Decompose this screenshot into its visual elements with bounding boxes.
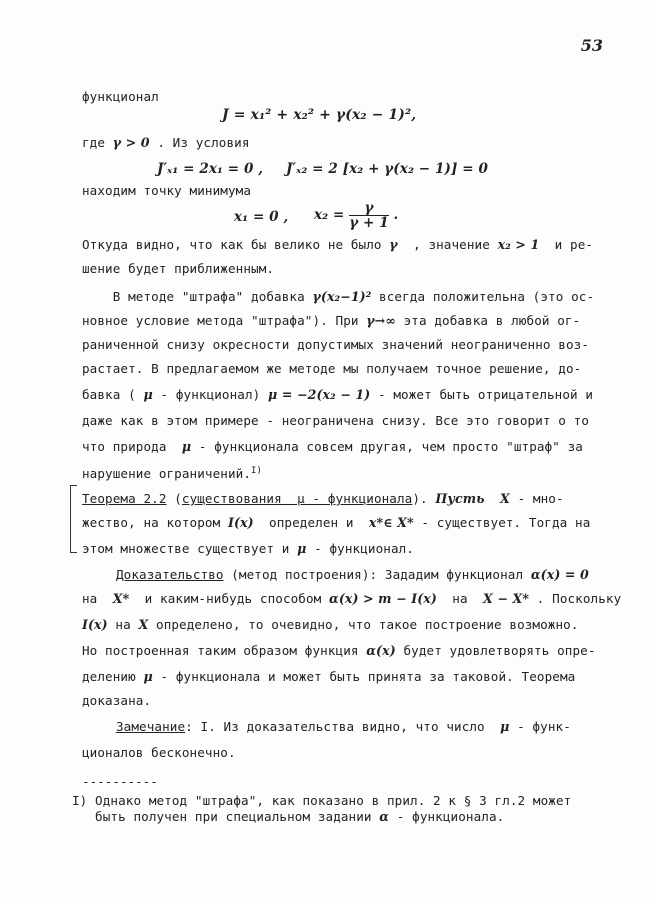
text-line: где γ > 0 . Из условия xyxy=(82,135,250,150)
theorem-bracket xyxy=(70,485,77,553)
text-line: новное условие метода "штрафа"). При γ→∞ эта добавка в любой ог- xyxy=(82,313,581,328)
formula-derivative-2: J′ₓ₂ = 2 [x₂ + γ(x₂ − 1)] = 0 xyxy=(286,161,488,177)
theorem-line: жество, на котором I(x) определен и x*∈ X* - существует. Тогда на xyxy=(82,515,591,530)
text-line: Откуда видно, что как бы велико не было γ , значение x₂ > 1 и ре- xyxy=(82,237,594,252)
page-number: 53 xyxy=(580,36,603,55)
text-line: бавка ( μ - функционал) μ = −2(x₂ − 1) - может быть отрицательной и xyxy=(82,387,594,402)
proof-line: Но построенная таким образом функция α(x) будет удовлетворять опре- xyxy=(82,643,596,658)
text-line: находим точку минимума xyxy=(82,183,252,198)
footnote-separator: ---------- xyxy=(82,774,158,789)
proof-line: делению μ - функционала и может быть принята за таковой. Теорема xyxy=(82,669,576,684)
theorem-line: Теорема 2.2 (существования μ - функционала). Пусть X - мно- xyxy=(82,491,564,506)
proof-line: на X* и каким-нибудь способом α(x) > m − I(x) на X − X* . Поскольку xyxy=(82,591,622,606)
footnote-ref: I) xyxy=(251,466,263,476)
formula-derivative-1: J′ₓ₁ = 2x₁ = 0 , xyxy=(157,161,264,177)
formula-functional: J = x₁² + x₂² + γ(x₂ − 1)², xyxy=(222,107,417,123)
remark-line: ционалов бесконечно. xyxy=(82,745,236,760)
formula-minimum-x1: x₁ = 0 , xyxy=(234,209,289,225)
footnote-line: быть получен при специальном задании α - функционала. xyxy=(72,809,505,824)
remark-line: Замечание: I. Из доказательства видно, что число μ - функ- xyxy=(116,719,571,734)
text-line: растает. В предлагаемом же методе мы получаем точное решение, до- xyxy=(82,361,582,376)
proof-line: I(x) на X определено, то очевидно, что такое построение возможно. xyxy=(82,617,579,632)
text-line: функционал xyxy=(82,89,159,104)
theorem-line: этом множестве существует и μ - функционал. xyxy=(82,541,414,556)
text-line: нарушение ограничений.$^{I)}$ xyxy=(82,466,263,482)
text-line: раниченной снизу окресности допустимых значений неограниченно воз- xyxy=(82,337,590,352)
footnote-line: I) Однако метод "штрафа", как показано в прил. 2 к § 3 гл.2 может xyxy=(72,793,572,808)
proof-line: Доказательство (метод построения): Зададим функционал α(x) = 0 xyxy=(116,567,589,582)
formula-minimum-x2: x₂ = $\frac{\gamma}{\gamma + 1}$ . xyxy=(314,200,399,231)
text-line: что природа μ - функционала совсем другая, чем просто "штраф" за xyxy=(82,439,583,454)
text-line: В методе "штрафа" добавка γ(x₂−1)² всегда положительна (это ос- xyxy=(82,289,595,304)
text-line: шение будет приближенным. xyxy=(82,261,275,276)
proof-line: доказана. xyxy=(82,693,152,708)
text-line: даже как в этом примере - неограничена снизу. Все это говорит о то xyxy=(82,413,590,428)
